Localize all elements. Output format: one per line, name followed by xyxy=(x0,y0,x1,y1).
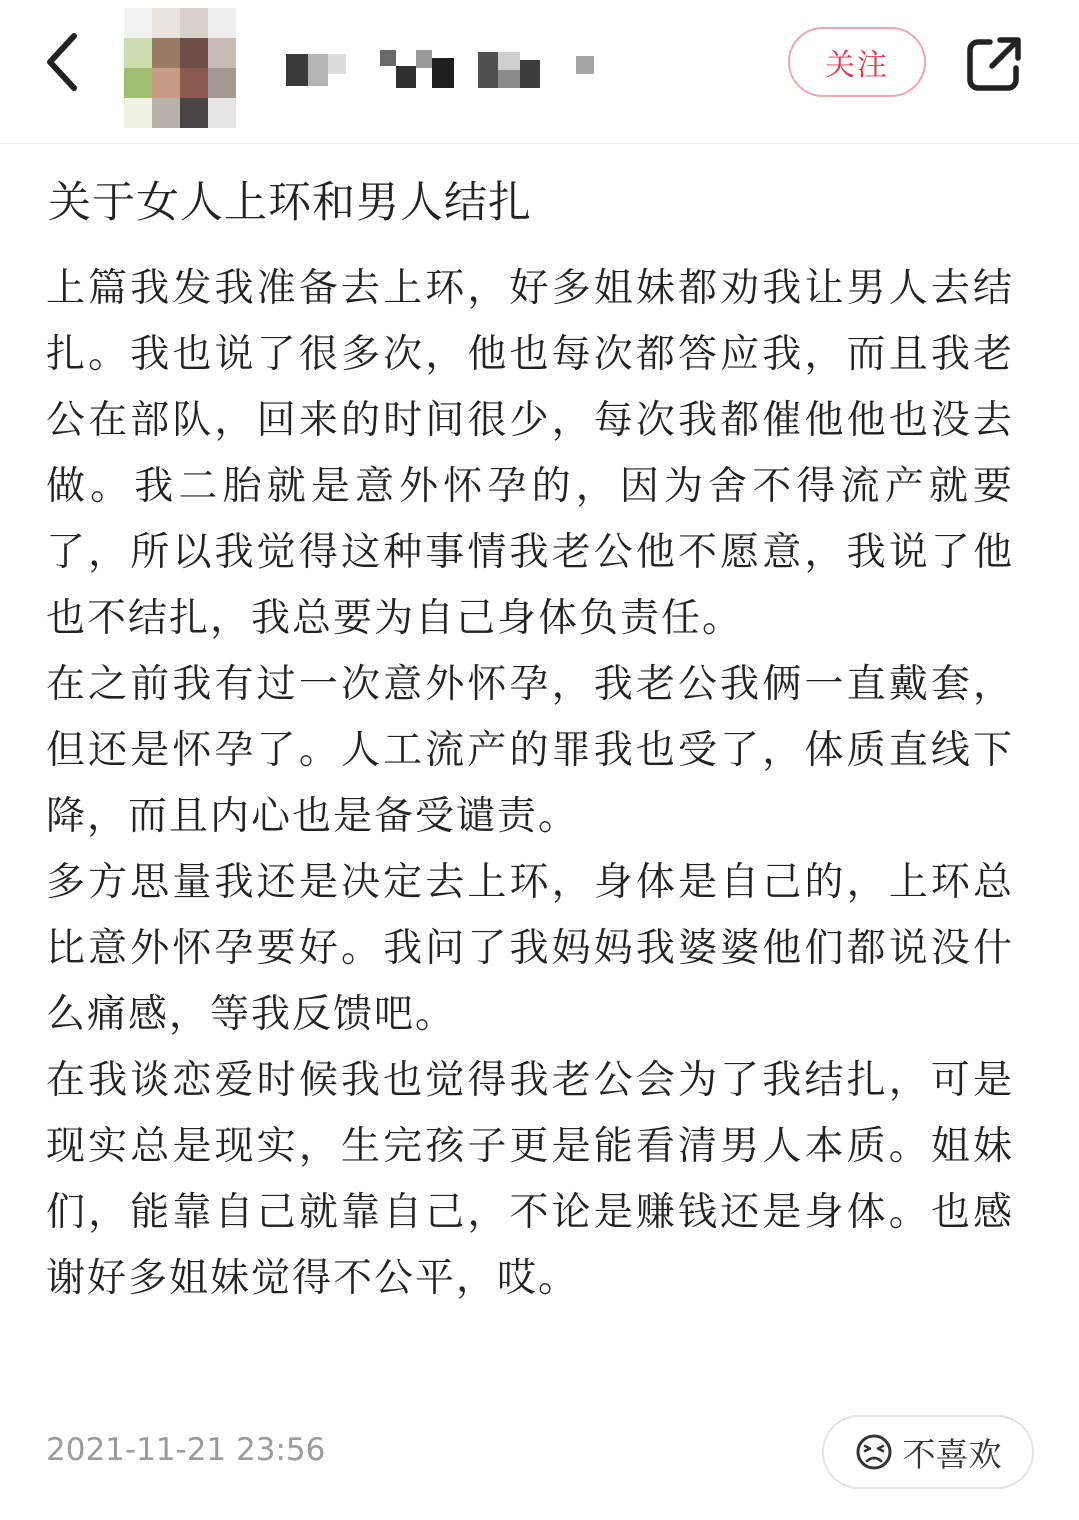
share-button[interactable] xyxy=(956,26,1032,102)
dislike-button[interactable] xyxy=(822,1415,1034,1489)
dislike-label: 不喜欢 xyxy=(902,1434,1002,1474)
post-paragraph: 多方思量我还是决定去上环，身体是自己的，上环总比意外怀孕要好。我问了我妈妈我婆婆他们都说没什么痛感，等我反馈吧。 xyxy=(46,860,1014,1037)
frown-face-icon xyxy=(855,1433,893,1471)
chevron-left-icon xyxy=(42,30,82,94)
share-external-icon xyxy=(964,34,1024,94)
username-censored[interactable] xyxy=(286,46,606,92)
post-title: 关于女人上环和男人结扎 xyxy=(48,178,532,228)
avatar[interactable] xyxy=(124,8,236,128)
follow-button[interactable]: 关注 xyxy=(788,27,926,97)
post-paragraph: 在我谈恋爱时候我也觉得我老公会为了我结扎，可是现实总是现实，生完孩子更是能看清男人本质。姐妹们，能靠自己就靠自己，不论是赚钱还是身体。也感谢好多姐妹觉得不公平，哎。 xyxy=(46,1058,1014,1301)
post-paragraph: 在之前我有过一次意外怀孕，我老公我俩一直戴套，但还是怀孕了。人工流产的罪我也受了，体质直线下降，而且内心也是备受谴责。 xyxy=(46,662,1014,839)
back-button[interactable] xyxy=(30,22,94,102)
post-paragraph: 上篇我发我准备去上环，好多姐妹都劝我让男人去结扎。我也说了很多次，他也每次都答应我，而且我老公在部队，回来的时间很少，每次我都催他他也没去做。我二胎就是意外怀孕的，因为舍不得流产就要了，所以我觉得这种事情我老公他不愿意，我说了他也不结扎，我总要为自己身体负责任。 xyxy=(46,266,1014,641)
post-timestamp: 2021-11-21 23:56 xyxy=(46,1432,326,1468)
post-body xyxy=(46,256,1014,1312)
top-bar xyxy=(0,0,1079,144)
